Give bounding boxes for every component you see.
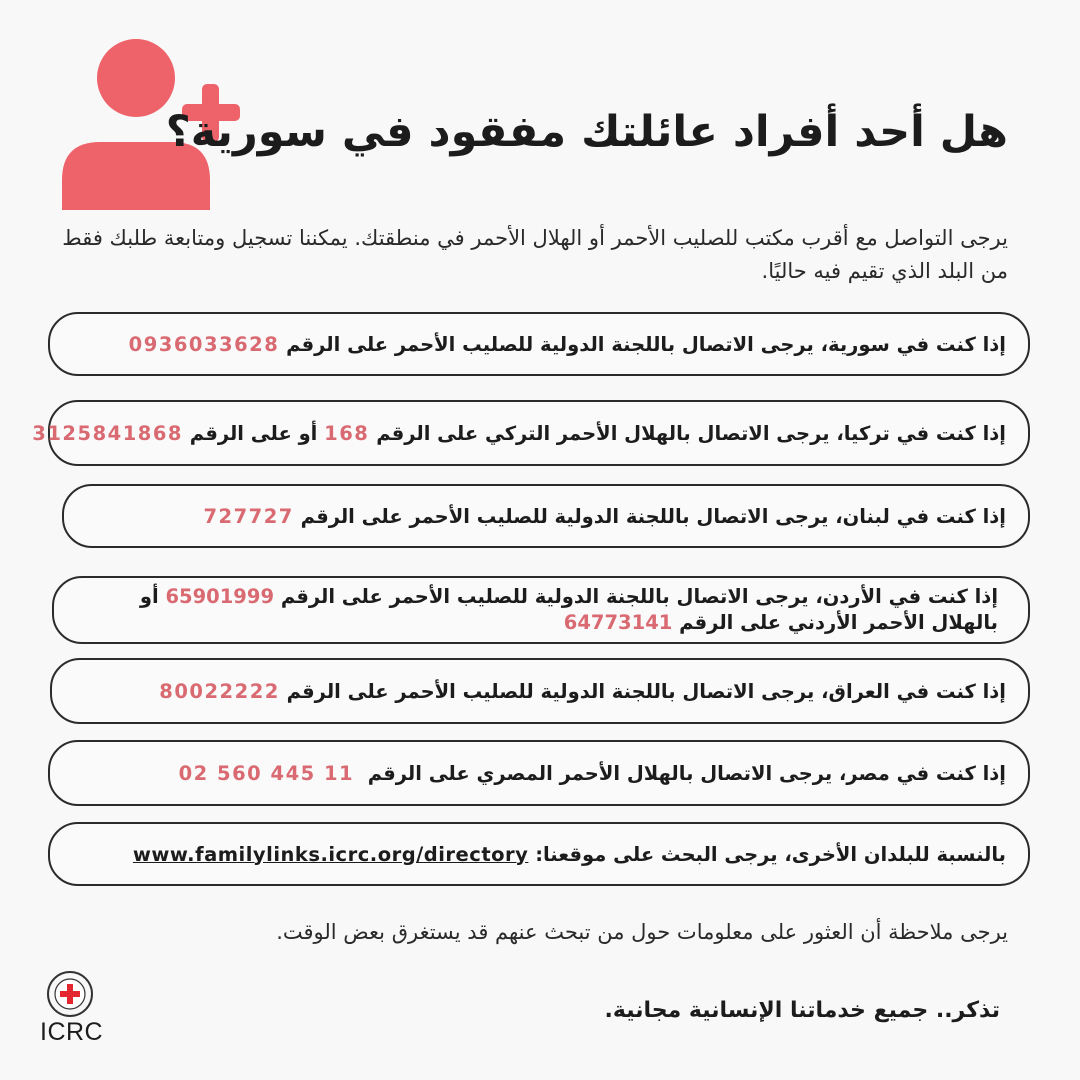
phone-number[interactable]: 0936033628 <box>128 332 280 356</box>
contact-text: إذا كنت في سورية، يرجى الاتصال باللجنة الدولية للصليب الأحمر على الرقم <box>286 332 1006 356</box>
contact-text: إذا كنت في الأردن، يرجى الاتصال باللجنة الدولية للصليب الأحمر على الرقم <box>280 585 998 608</box>
phone-number[interactable]: 80022222 <box>159 679 280 703</box>
contact-iraq <box>50 658 1030 724</box>
phone-number[interactable]: 65901999 <box>165 585 275 608</box>
phone-number[interactable]: 727727 <box>203 504 294 528</box>
intro-paragraph: يرجى التواصل مع أقرب مكتب للصليب الأحمر أو الهلال الأحمر في منطقتك. يمكننا تسجيل ومتابعة طلبك فقط من البلد الذي تقيم فيه حاليًا. <box>62 226 1008 283</box>
contact-text: إذا كنت في مصر، يرجى الاتصال بالهلال الأحمر المصري على الرقم <box>367 761 1006 785</box>
contact-lebanon <box>62 484 1030 548</box>
directory-link[interactable]: www.familylinks.icrc.org/directory <box>132 842 529 866</box>
contact-syria <box>48 312 1030 376</box>
contact-text: بالنسبة للبلدان الأخرى، يرجى البحث على موقعنا: <box>535 842 1006 866</box>
phone-number-alt[interactable]: 64773141 <box>563 611 673 634</box>
contact-text-alt: أو بالهلال الأحمر الأردني على الرقم <box>139 585 998 634</box>
contact-egypt <box>48 740 1030 806</box>
note-text: يرجى ملاحظة أن العثور على معلومات حول من تبحث عنهم قد يستغرق بعض الوقت. <box>276 920 1008 944</box>
page-title: هل أحد أفراد عائلتك مفقود في سورية؟ <box>165 107 1008 157</box>
contact-text: إذا كنت في تركيا، يرجى الاتصال بالهلال الأحمر التركي على الرقم <box>376 421 1006 445</box>
contact-text: إذا كنت في لبنان، يرجى الاتصال باللجنة الدولية للصليب الأحمر على الرقم <box>300 504 1006 528</box>
contact-text: إذا كنت في العراق، يرجى الاتصال باللجنة الدولية للصليب الأحمر على الرقم <box>286 679 1006 703</box>
contact-text-alt: أو على الرقم <box>189 421 318 445</box>
logo-text: ICRC <box>40 1018 104 1046</box>
phone-number[interactable]: 168 <box>324 421 370 445</box>
contact-turkey <box>32 400 1030 466</box>
phone-number[interactable]: 02 560 445 11 <box>178 761 355 785</box>
contact-jordan <box>52 576 1030 644</box>
contact-other-countries <box>48 822 1030 886</box>
red-cross-emblem-icon <box>46 970 94 1018</box>
closing-text: تذكر.. جميع خدماتنا الإنسانية مجانية. <box>604 998 1000 1023</box>
phone-number-alt[interactable]: 3125841868 <box>32 421 183 445</box>
